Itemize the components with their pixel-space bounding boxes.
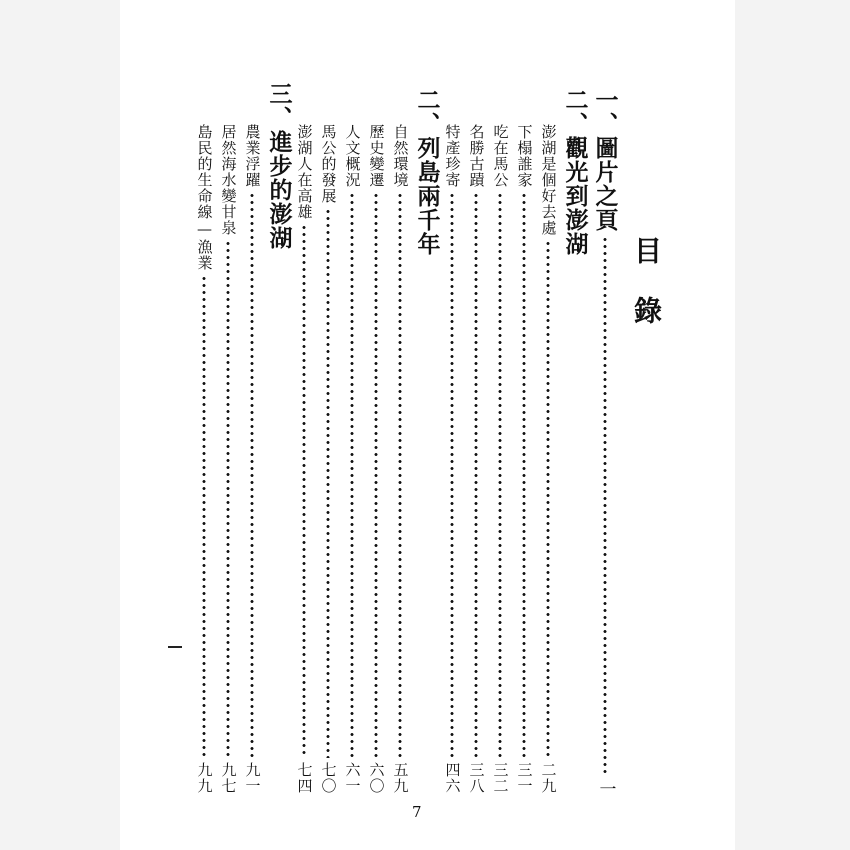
toc-entry [366, 124, 386, 794]
entry-title: 下榻誰家 [515, 124, 534, 188]
leader-dots [374, 192, 378, 758]
toc-entry [538, 124, 558, 794]
section-title: 列島兩千年 [413, 136, 441, 256]
page-ref: 一 [595, 780, 616, 798]
section-title: 進步的澎湖 [265, 130, 293, 250]
toc-title-char-1: 目 [630, 236, 663, 266]
page-ref: 二九 [539, 762, 558, 794]
entry-title: 名勝古蹟 [467, 124, 486, 188]
toc-entry [294, 124, 314, 794]
toc-entry [592, 88, 618, 798]
page-ref: 四六 [443, 762, 462, 794]
toc-entry [242, 124, 262, 794]
leader-dots [250, 192, 254, 758]
section-number: 二、 [413, 88, 441, 136]
entry-title: 馬公的發展 [319, 124, 338, 204]
toc-entry [466, 124, 486, 794]
entry-title: 島民的生命線—漁業 [195, 124, 214, 271]
entry-title: 農業浮躍 [243, 124, 262, 188]
toc-entry [442, 124, 462, 794]
leader-dots [474, 192, 478, 758]
entry-title: 澎湖是個好去處 [539, 124, 558, 236]
entry-title: 澎湖人在高雄 [295, 124, 314, 220]
page-ref: 九七 [219, 762, 238, 794]
leader-dots [202, 275, 206, 758]
leader-dots [350, 192, 354, 758]
page-ref: 三二 [491, 762, 510, 794]
page-ref: 六一 [343, 762, 362, 794]
leader-dots [546, 240, 550, 758]
entry-title: 居然海水變甘泉 [219, 124, 238, 236]
leader-dots [398, 192, 402, 758]
page-ref: 七四 [295, 762, 314, 794]
section-heading [414, 88, 440, 298]
entry-title: 特產珍寄 [443, 124, 462, 188]
toc-entry [514, 124, 534, 794]
page-ref: 九九 [195, 762, 214, 794]
section-number: 二、 [561, 88, 589, 136]
page-ref: 九一 [243, 762, 262, 794]
section-heading [266, 82, 292, 282]
leader-dots [326, 208, 330, 758]
toc-title-char-2: 錄 [630, 296, 663, 326]
toc-entry [318, 124, 338, 794]
entry-title: 自然環境 [391, 124, 410, 188]
page-ref: 三八 [467, 762, 486, 794]
entry-title: 吃在馬公 [491, 124, 510, 188]
entry-title: 歷史變遷 [367, 124, 386, 188]
section-number: 一、 [591, 88, 619, 136]
page-ref: 六〇 [367, 762, 386, 794]
folio-mark [168, 646, 182, 648]
toc-entry [194, 124, 214, 794]
section-title: 觀光到澎湖 [561, 136, 589, 256]
leader-dots [450, 192, 454, 758]
entry-title: 人文概況 [343, 124, 362, 188]
page-ref: 五九 [391, 762, 410, 794]
page-ref: 七〇 [319, 762, 338, 794]
section-heading [562, 88, 588, 268]
leader-dots [226, 240, 230, 758]
toc-entry [218, 124, 238, 794]
section-number: 三、 [265, 82, 293, 130]
toc-entry [490, 124, 510, 794]
leader-dots [302, 224, 306, 758]
toc-entry [342, 124, 362, 794]
leader-dots [522, 192, 526, 758]
leader-dots [498, 192, 502, 758]
leader-dots [603, 236, 607, 776]
page-number: 7 [412, 803, 422, 821]
section-title: 圖片之頁 [591, 136, 619, 232]
page-ref: 三一 [515, 762, 534, 794]
toc-entry [390, 124, 410, 794]
